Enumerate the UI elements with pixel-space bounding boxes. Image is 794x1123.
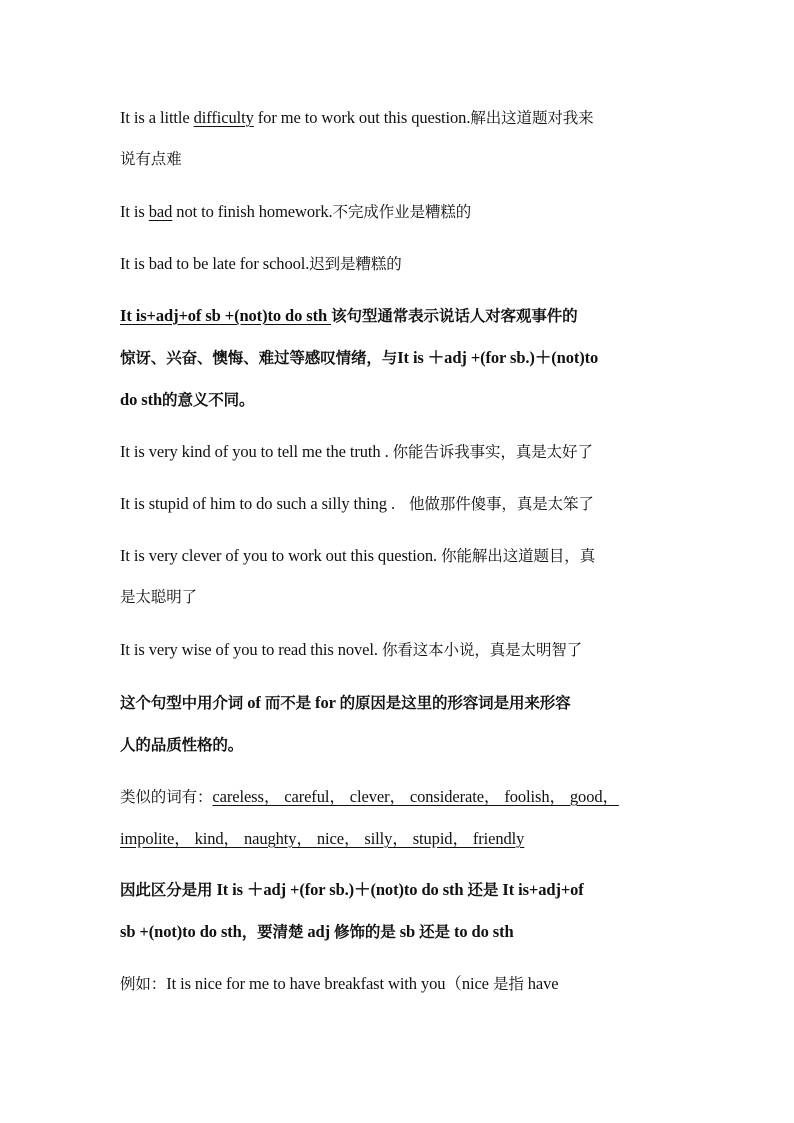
rule-text: 修饰的是	[334, 923, 396, 941]
sentence-pattern: It is+adj+of	[502, 880, 584, 899]
example-clever	[120, 545, 700, 567]
rule-text: 而不是	[264, 694, 312, 712]
text: It is very kind of you to tell me the truth .	[120, 442, 389, 461]
text: It is	[120, 202, 149, 221]
word-list: impolite， kind， naughty， nice， silly， stupid， friendly	[120, 829, 525, 848]
rule-text: 的意义不同。	[162, 391, 255, 409]
example-clever-wrap	[120, 586, 700, 608]
translation: 你能告诉我事实，真是太好了	[392, 443, 593, 461]
similar-words-line2	[120, 828, 700, 850]
sentence-pattern: sb +(not)to do sth	[120, 922, 242, 941]
rule-text: 这个句型中用介词	[120, 694, 244, 712]
example-wise	[120, 639, 700, 661]
rule-heading-line1	[120, 305, 700, 327]
text: It is a little	[120, 108, 194, 127]
underlined-word: bad	[148, 202, 173, 221]
text: It is nice for me to have breakfast with you	[166, 974, 446, 993]
rule-text: 还是	[467, 881, 499, 899]
underlined-word: difficulty	[193, 108, 254, 127]
text: have	[527, 974, 559, 993]
translation: 是太聪明了	[120, 588, 198, 606]
rule-text: 还是	[419, 923, 450, 941]
text: It is very wise of you to read this novel.	[120, 640, 378, 659]
label: 类似的词有：	[120, 788, 213, 806]
explanation-line2	[120, 734, 700, 756]
rule-text: ，要清楚	[241, 923, 304, 941]
example-difficulty	[120, 107, 700, 129]
translation: 解出这道题对我来	[470, 109, 594, 127]
text: It is very clever of you to work out this question.	[120, 546, 438, 565]
preposition: of	[247, 693, 261, 712]
rule-text: 因此区分是用	[120, 881, 213, 899]
rule-heading-line3	[120, 389, 700, 411]
translation: 说有点难	[120, 150, 182, 168]
translation: 他做那件傻事，真是太笨了	[409, 495, 594, 513]
example-difficulty-wrap	[120, 148, 700, 170]
preposition: for	[315, 693, 336, 712]
example-nice	[120, 973, 700, 995]
example-bad-homework	[120, 201, 700, 223]
rule-heading-line2	[120, 347, 700, 369]
translation: 不完成作业是糟糕的	[332, 203, 472, 221]
distinction-line1	[120, 879, 700, 901]
text: It is bad to be late for school.	[120, 254, 310, 273]
rule-text: 的原因是这里的形容词是用来形容	[339, 694, 571, 712]
term: to do sth	[453, 922, 514, 941]
similar-words-line1	[120, 786, 700, 808]
example-stupid	[120, 493, 700, 515]
translation: 你看这本小说，真是太明智了	[381, 641, 583, 659]
explanation-line1	[120, 692, 700, 714]
translation: 迟到是糟糕的	[309, 255, 402, 273]
distinction-line2	[120, 921, 700, 943]
text: not to finish homework.	[172, 202, 333, 221]
text: It is stupid of him to do such a silly thing .	[120, 494, 395, 513]
translation: 是指	[492, 975, 524, 993]
label: 例如：	[120, 975, 167, 993]
example-kind	[120, 441, 700, 463]
sentence-pattern: It is ＋adj +(for sb.)＋(not)to	[397, 348, 599, 367]
translation: 你能解出这道题目，真	[441, 547, 596, 565]
term: adj	[307, 922, 331, 941]
word-list: careless， careful， clever， considerate， foolish， good，	[212, 787, 619, 806]
example-bad-late	[120, 253, 700, 275]
text: for me to work out this question.	[253, 108, 471, 127]
sentence-pattern: It is+adj+of sb +(not)to do sth	[120, 306, 332, 325]
rule-text: 该句型通常表示说话人对客观事件的	[331, 307, 578, 325]
text: （nice	[445, 974, 489, 993]
rule-text: 惊讶、兴奋、懊悔、难过等感叹情绪，与	[120, 349, 398, 367]
sentence-pattern: do sth	[120, 390, 163, 409]
sentence-pattern: It is ＋adj +(for sb.)＋(not)to do sth	[216, 880, 464, 899]
rule-text: 人的品质性格的。	[120, 736, 244, 754]
term: sb	[399, 922, 416, 941]
